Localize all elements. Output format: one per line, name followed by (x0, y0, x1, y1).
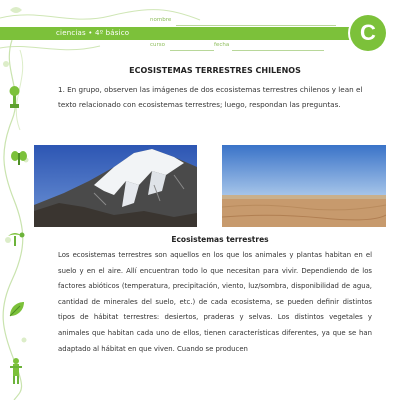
butterfly-icon (11, 151, 27, 165)
instruction-text: 1. En grupo, observen las imágenes de dos ecosistemas terrestres chilenos y lean el texto relacionado con ecosistemas terrestres; luego, respondan las preguntas. (58, 85, 363, 109)
left-vine-decoration (0, 40, 34, 400)
course-label: curso (150, 42, 166, 48)
desert-photo (222, 145, 386, 227)
body-paragraph: Los ecosistemas terrestres son aquellos en los que los animales y plantas habitan en el suelo y en el aire. Allí encuentran todo lo que necesitan para vivir. Dependiendo de los factores abióticos (temperatura, precipitación, viento, luz/sombra, disponibilidad de agua, cantidad de minerales del suelo, etc.) de cada ecosistema, se pueden definir distintos tipos de hábitat terrestres: desiertos, praderas y selvas. Los distintos vegetales y animales que habitan cada uno de ellos, tienen características diferentes, ya que se han adaptado al hábitat en que viven. Cuando se producen (58, 251, 372, 353)
subject-label: ciencias • 4º básico (56, 29, 130, 37)
leaf-icon (10, 302, 24, 316)
mountain-photo (34, 145, 197, 227)
date-field[interactable] (214, 42, 344, 51)
worksheet-title: ECOSISTEMAS TERRESTRES CHILENOS (129, 66, 301, 75)
section-title: Ecosistemas terrestres (171, 235, 269, 244)
science-badge: C (350, 15, 386, 51)
worksheet-header (0, 0, 400, 58)
name-field[interactable] (150, 17, 340, 26)
date-label: fecha (214, 42, 230, 48)
name-label: nombre (150, 17, 172, 23)
